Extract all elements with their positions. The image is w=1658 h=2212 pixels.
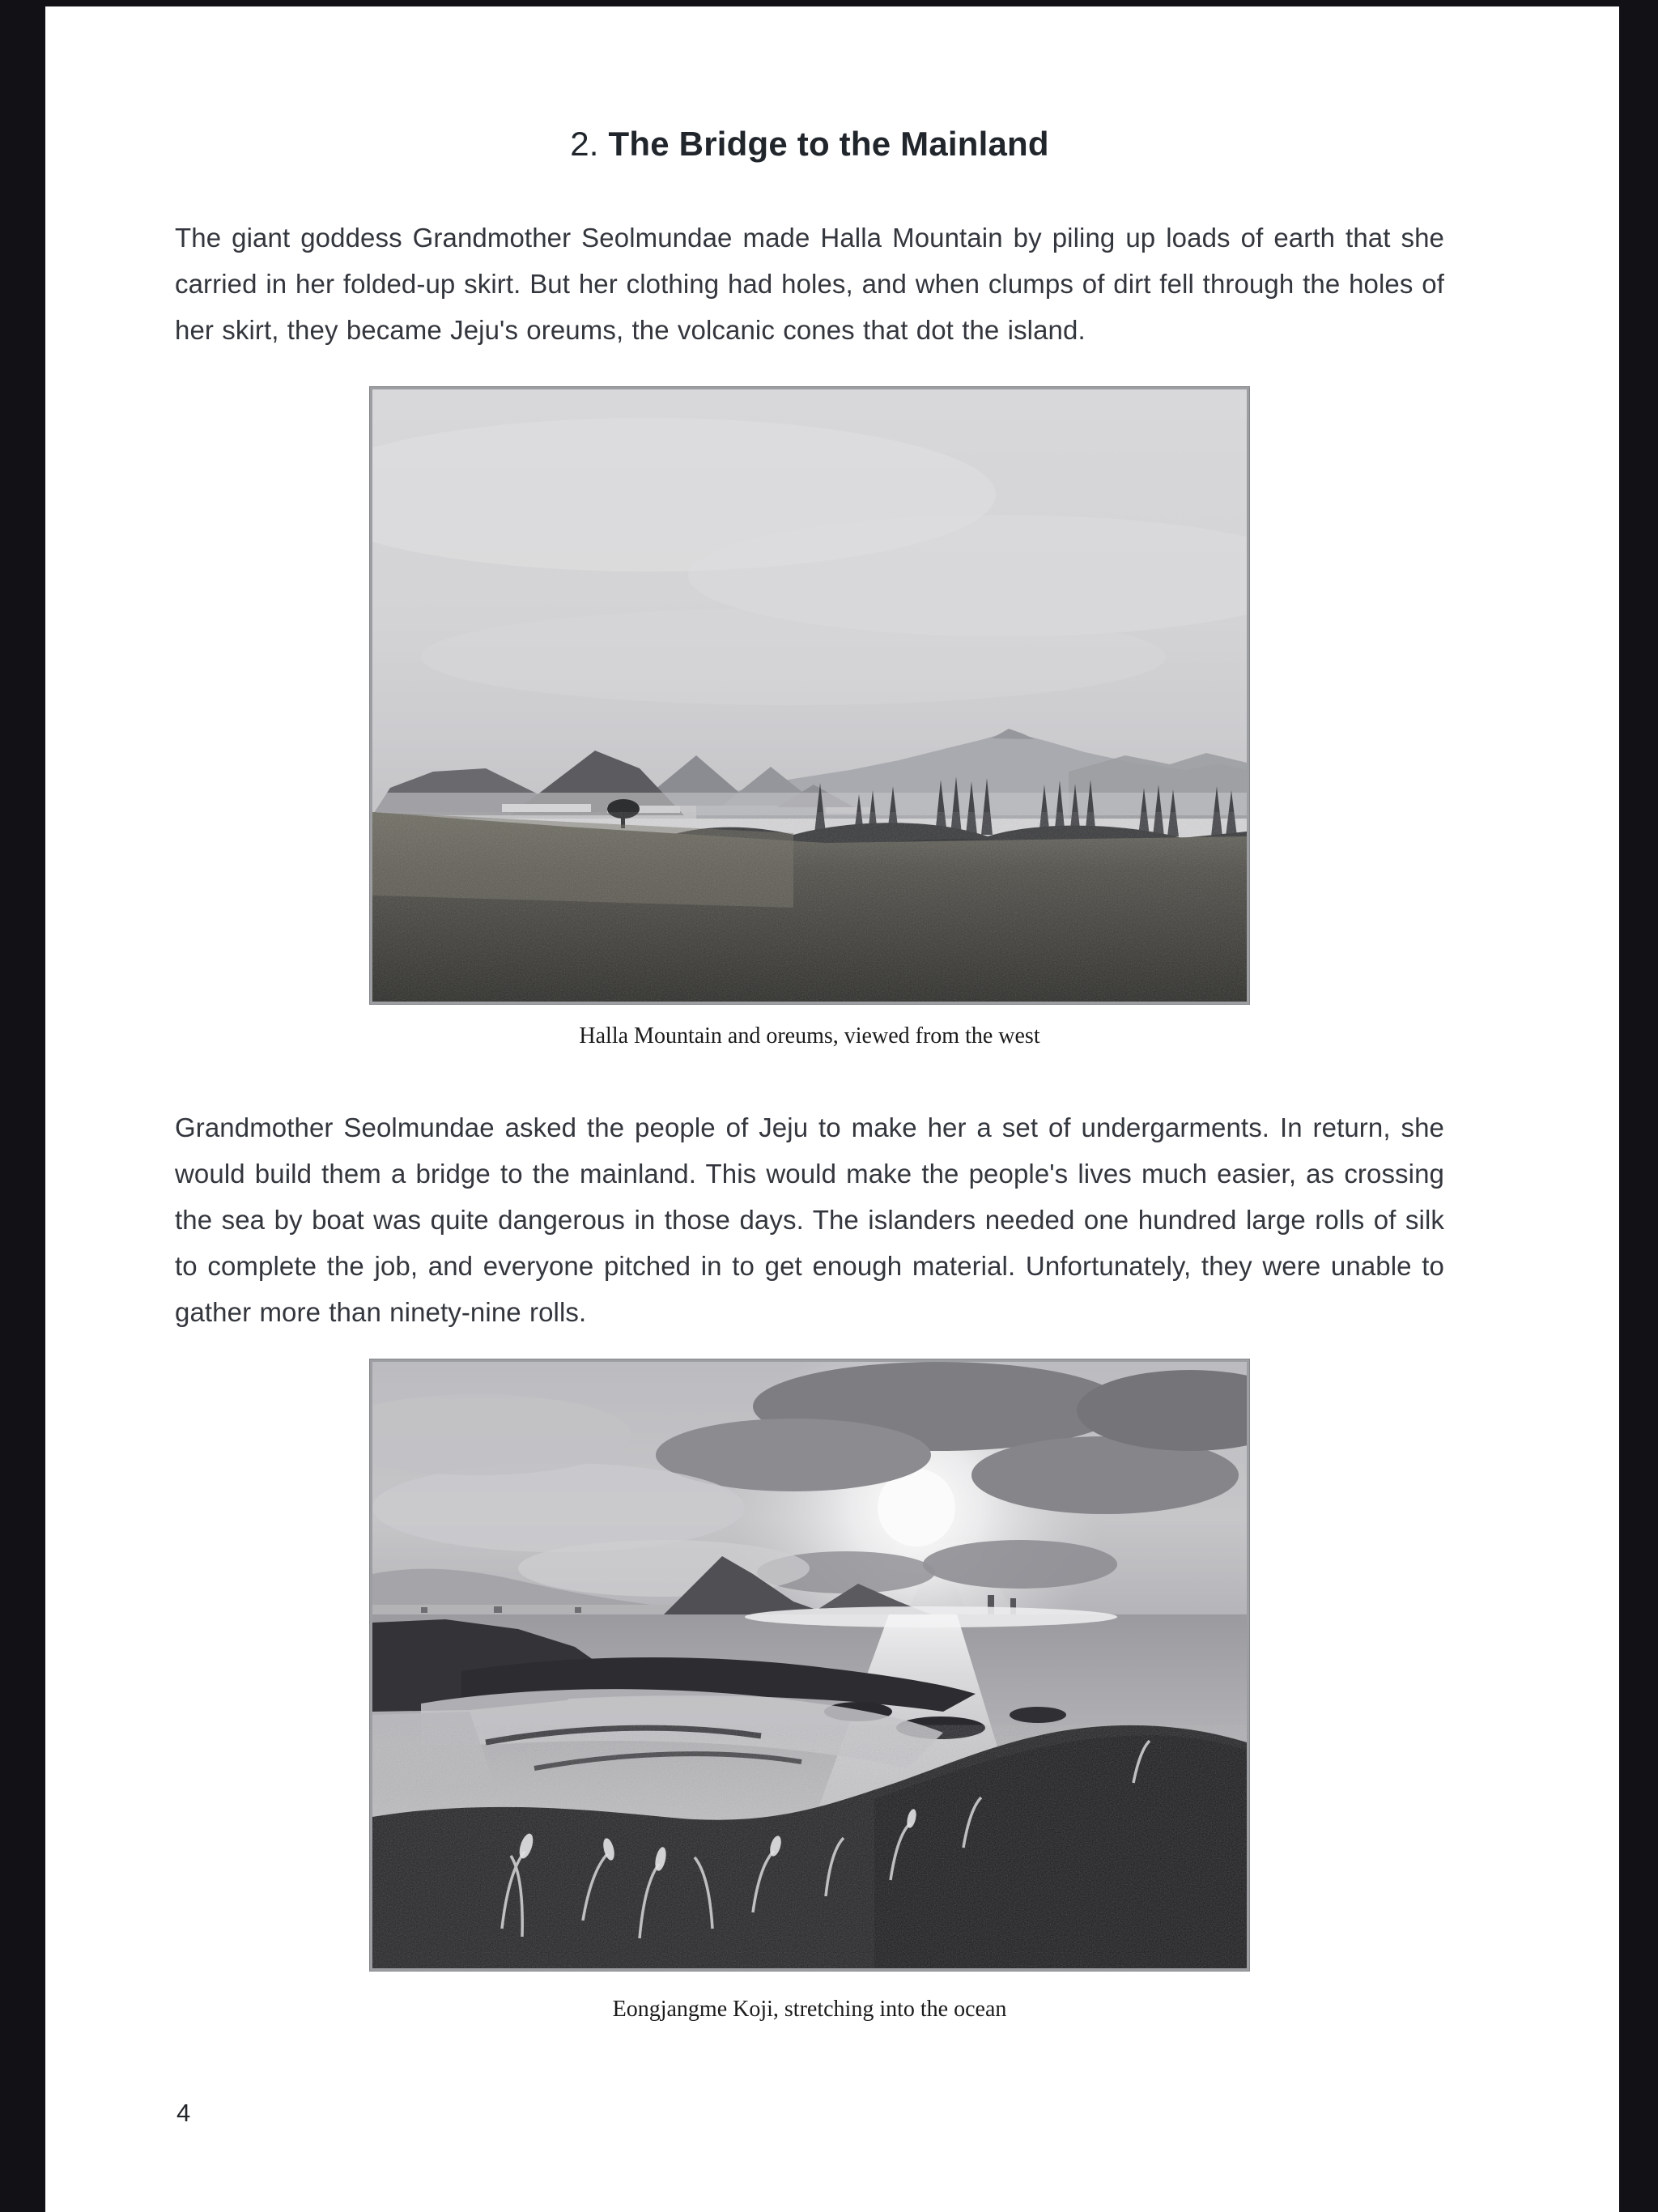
chapter-title-text: The Bridge to the Mainland — [608, 125, 1049, 163]
document-page — [45, 6, 1619, 2212]
eongjangme-koji-illustration — [372, 1362, 1247, 1968]
page-content — [45, 124, 1619, 2024]
paragraph-1: The giant goddess Grandmother Seolmundae made Halla Mountain by piling up loads of earth that she carried in her folded-up skirt. But her clothing had holes, and when clumps of dirt fell through the holes of her skirt, they became Jeju's oreums, the volcanic cones that dot the island. — [175, 223, 1444, 345]
page-number: 4 — [176, 2099, 191, 2127]
figure-caption-halla: Halla Mountain and oreums, viewed from the west — [579, 1023, 1040, 1049]
halla-mountain-illustration — [372, 389, 1247, 1002]
eongjangme-koji-photo — [370, 1359, 1249, 1971]
paragraph-2: Grandmother Seolmundae asked the people of Jeju to make her a set of undergarments. In return, she would build them a bridge to the mainland. This would make the people's lives much easier, as crossing the sea by boat was quite dangerous in those days. The islanders needed one hundred large rolls of silk to complete the job, and everyone pitched in to get enough material. Unfortunately, they were unable to gather more than ninety-nine rolls. — [175, 1112, 1444, 1327]
chapter-number: 2. — [570, 125, 609, 163]
figure-halla-mountain — [370, 387, 1249, 1051]
chapter-title — [175, 124, 1444, 164]
halla-mountain-photo — [370, 387, 1249, 1004]
figure-eongjangme-koji — [370, 1359, 1249, 2024]
figure-caption-koji: Eongjangme Koji, stretching into the ocean — [612, 1997, 1007, 2022]
